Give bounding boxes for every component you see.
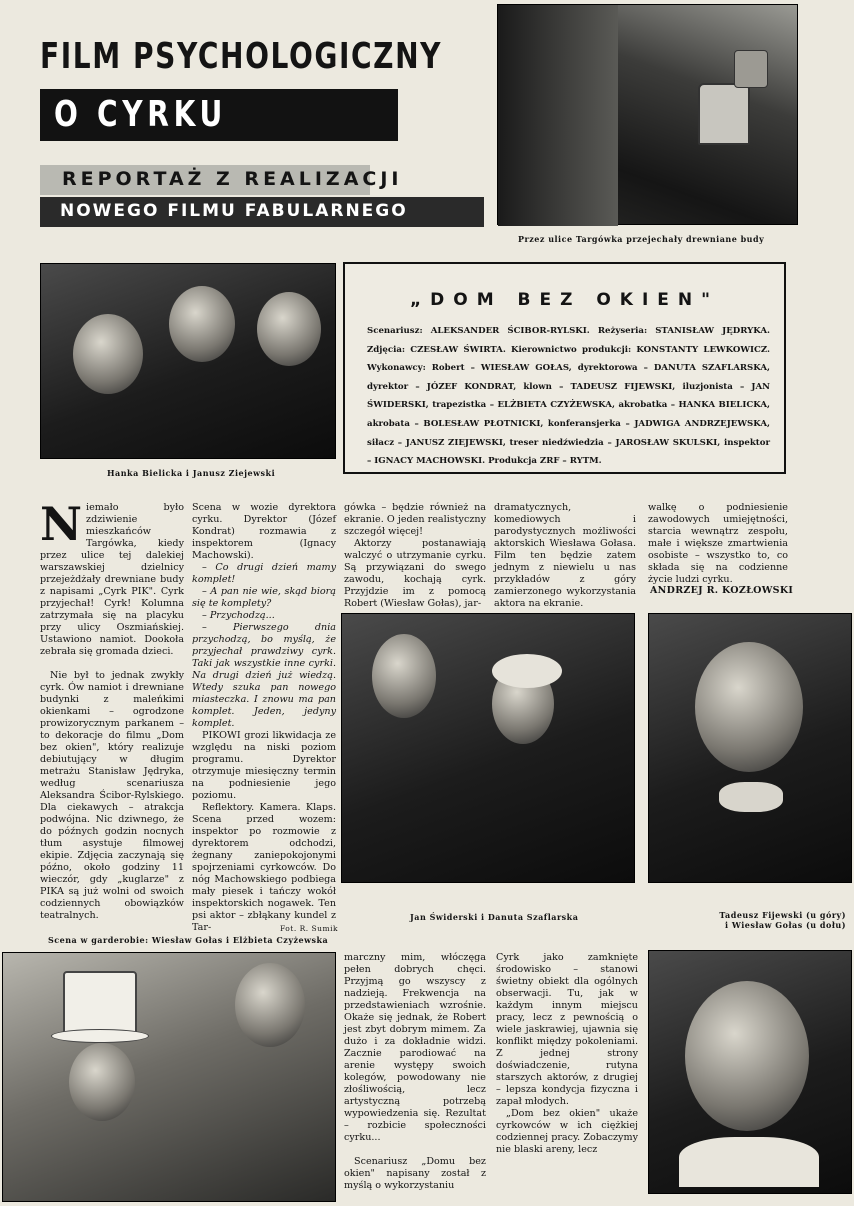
article-paragraph: gówka – będzie również na ekranie. O jeden realistyczny szczegół więcej!	[344, 502, 486, 537]
article-column-5	[648, 502, 788, 585]
article-column-4	[494, 502, 636, 609]
photo-swiderski-szaflarska	[341, 613, 635, 883]
article-paragraph: iemało było zdziwienie mieszkańców Targówka, kiedy przez ulice tej dalekiej warszawskiej dzielnicy przejeżdżały drewniane budy z napisami „Cyrk PIK". Cyrk przyjechał! Cyrk! Kolumna zatrzymała się na placyku przy ulicy Oszmiańskiej. Ustawiono namiot. Dookoła zebrała się gromada dzieci.	[40, 502, 184, 657]
article-paragraph: PIKOWI grozi likwidacja ze względu na niski poziom programu. Dyrektor otrzymuje miesięczny termin na podniesienie jego poziomu.	[192, 730, 336, 801]
article-paragraph: Reflektory. Kamera. Klaps. Scena przed wozem: inspektor po rozmowie z dyrektorem odchodzi, żegnany zaniepokojonymi spojrzeniami cyrkowców. Do nóg Machowskiego podbiega mały piesek i tańczy wokół inspektorskich nogawek. Ten psi aktor – zbłąkany kundel z Tar-	[192, 802, 336, 933]
article-column-3	[344, 502, 486, 609]
article-paragraph: Scena w wozie dyrektora cyrku. Dyrektor (Józef Kondrat) rozmawia z inspektorem (Ignacy Machowski).	[192, 502, 336, 561]
caption-garderoba: Scena w garderobie: Wiesław Gołas i Elżbieta Czyżewska	[48, 935, 329, 945]
photo-garderoba	[2, 952, 336, 1202]
article-column-6	[344, 952, 486, 1200]
photo-street	[497, 4, 798, 225]
article-column-7	[496, 952, 638, 1200]
caption-fijewski-2: i Wiesław Gołas (u dołu)	[725, 920, 846, 930]
article-dialogue: – A pan nie wie, skąd biorą się te komplety?	[192, 586, 336, 609]
article-paragraph: Scenariusz „Domu bez okien" napisany został z myślą o wykorzystaniu	[344, 1156, 486, 1191]
caption-swiderski: Jan Świderski i Danuta Szaflarska	[410, 912, 579, 922]
article-paragraph: Nie był to jednak zwykły cyrk. Ów namiot i drewniane budynki z maleńkimi okienkami – ogrodzone prowizorycznym parkanem – to dekoracje do filmu „Dom bez okien", który realizuje debiutujący w długim metrażu Stanisław Jędryka, według scenariusza Aleksandra Ścibor-Rylskiego. Dla ciekawych – atrakcja podwójna. Nic dziwnego, że do późnych godzin nocnych tłum asystuje filmowej ekipie. Zdjęcia zaczynają się późno, około godziny 11 wieczór, gdy „kuglarze" z PIKA są już wolni od swoich codziennych obowiązków teatralnych.	[40, 670, 184, 921]
subheading-1: REPORTAŻ Z REALIZACJI	[62, 168, 403, 190]
article-dialogue: – Co drugi dzień mamy komplet!	[192, 562, 336, 585]
subheading-2: NOWEGO FILMU FABULARNEGO	[60, 201, 408, 221]
article-dialogue: – Przychodzą...	[202, 610, 275, 621]
article-paragraph: „Dom bez okien" ukaże cyrkowców w ich ciężkiej codziennej pracy. Zobaczymy nie blaski areny, lecz	[496, 1108, 638, 1155]
dropcap: N	[40, 497, 83, 551]
film-credits-box	[343, 262, 786, 474]
headline-line1: FILM PSYCHOLOGICZNY	[40, 36, 443, 77]
caption-hanka: Hanka Bielicka i Janusz Ziejewski	[107, 468, 276, 478]
article-paragraph: dramatycznych, komediowych i parodystycznych możliwości aktorskich Wiesława Gołasa. Film ten będzie zatem jednym z niewielu u nas przykładów z góry zamierzonego wykorzystania aktora na ekranie.	[494, 502, 636, 609]
headline-line2: O CYRKU	[54, 94, 228, 135]
film-credits-text: Scenariusz: ALEKSANDER ŚCIBOR-RYLSKI. Reżyseria: STANISŁAW JĘDRYKA. Zdjęcia: CZESŁAW ŚWIRTA. Kierownictwo produkcji: KONSTANTY LEWKOWICZ. Wykonawcy: Robert – WIESŁAW GOŁAS, dyrektorowa – DANUTA SZAFLARSKA, dyrektor – JÓZEF KONDRAT, klown – TADEUSZ FIJEWSKI, iluzjonista – JAN ŚWIDERSKI, trapezistka – ELŻBIETA CZYŻEWSKA, akrobatka – HANKA BIELICKA, akrobata – BOLESŁAW PŁOTNICKI, konferansjerka – JADWIGA ANDRZEJEWSKA, siłacz – JANUSZ ZIEJEWSKI, treser niedźwiedzia – JAROSŁAW SKULSKI, inspektor – IGNACY MACHOWSKI. Produkcja ZRF – RYTM.	[367, 326, 770, 467]
photo-golas-mime	[648, 950, 852, 1194]
article-paragraph: Aktorzy postanawiają walczyć o utrzymanie cyrku. Są przywiązani do swego zawodu, kochają cyrk. Przyjdzie im z pomocą Robert (Wiesław Gołas), jar-	[344, 538, 486, 609]
article-column-1	[40, 497, 184, 921]
photo-hanka-bielicka	[40, 263, 336, 459]
author-name: ANDRZEJ R. KOZŁOWSKI	[650, 585, 794, 596]
article-paragraph: Cyrk jako zamknięte środowisko – stanowi świetny obiekt dla ogólnych obserwacji. Tu, jak w każdym innym miejscu pracy, lecz z pewnością o wiele jaskrawiej, ujawnia się konflikt między pokoleniami. Z jednej strony doświadczenie, rutyna starszych aktorów, z drugiej – lepsza kondycja fizyczna i zapał młodych.	[496, 952, 638, 1107]
photo-credit: Fot. R. Sumik	[280, 924, 339, 933]
caption-street: Przez ulice Targówka przejechały drewniane budy	[518, 234, 765, 244]
article-paragraph: marczny mim, włóczęga pełen dobrych chęci. Przyjmą go wszyscy z nadzieją. Frekwencja na przedstawieniach wzrośnie. Okaże się jednak, że Robert jest zbyt dobrym mimem. Za dużo i za dokładnie widzi. Zacznie parodiować na arenie występy swoich kolegów, powodowany nie złośliwością, lecz artystyczną potrzebą wypowiedzenia się. Rezultat – rozbicie społeczności cyrku...	[344, 952, 486, 1143]
article-dialogue: – Pierwszego dnia przychodzą, bo myślą, że przyjechał prawdziwy cyrk. Taki jak wszystkie inne cyrki. Na drugi dzień już wiedzą. Wtedy szuka pan nowego miasteczka. I znowu ma pan komplet. Jeden, jedyny komplet.	[192, 622, 336, 729]
caption-fijewski-1: Tadeusz Fijewski (u góry)	[719, 910, 846, 920]
photo-fijewski-clown	[648, 613, 852, 883]
article-paragraph: walkę o podniesienie zawodowych umiejętności, starcia wewnątrz zespołu, małe i większe zmartwienia osobiste – wszystko to, co składa się na codzienne życie ludzi cyrku.	[648, 502, 788, 585]
film-title: „DOM BEZ OKIEN"	[409, 290, 720, 310]
